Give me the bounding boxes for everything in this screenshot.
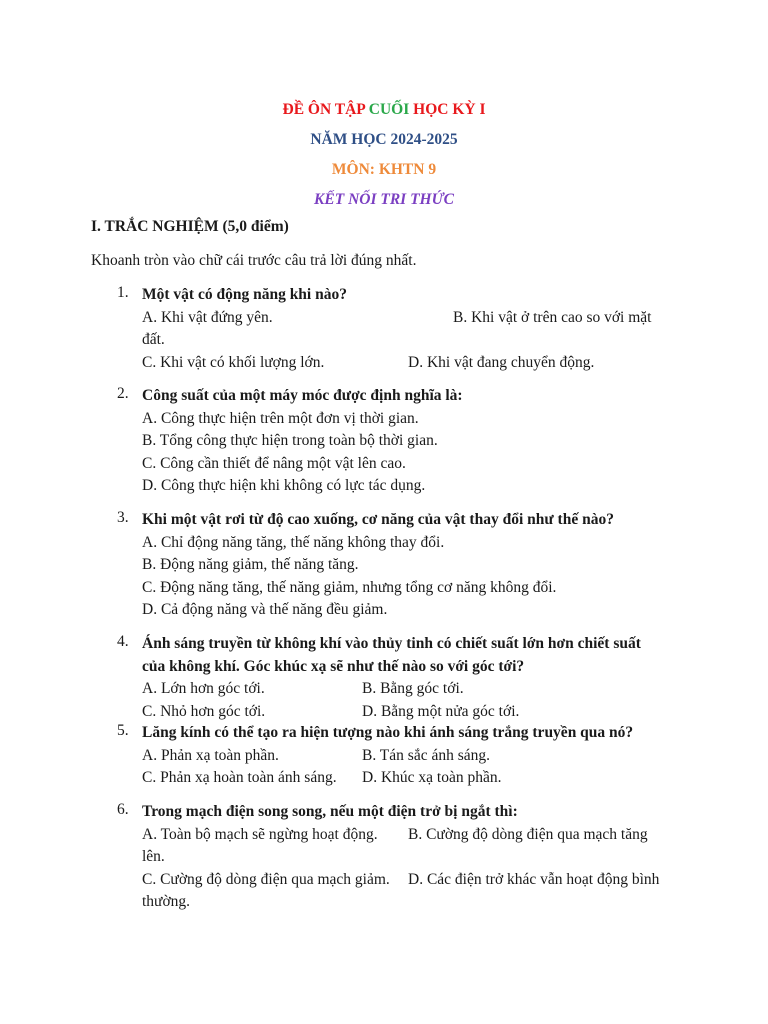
question-number: 2.	[117, 385, 129, 402]
option-c: C. Công cần thiết để nâng một vật lên cao.	[142, 454, 406, 472]
option-d: D. Bằng một nửa góc tới.	[362, 702, 520, 720]
question-number: 4.	[117, 633, 129, 650]
question-text-line-1: Ánh sáng truyền từ không khí vào thủy tinh có chiết suất lớn hơn chiết suất	[142, 635, 641, 652]
option-c: C. Khi vật có khối lượng lớn.	[142, 353, 325, 371]
question-number: 5.	[117, 722, 129, 739]
option-c: C. Phản xạ hoàn toàn ánh sáng.	[142, 769, 337, 786]
question-text: Trong mạch điện song song, nếu một điện trở bị ngắt thì:	[142, 803, 518, 820]
option-b: B. Khi vật ở trên cao so với mặt	[453, 308, 652, 326]
title-part-2: CUỐI	[368, 101, 414, 118]
question-text-line-2: của không khí. Góc khúc xạ sẽ như thế nào so với góc tới?	[142, 657, 525, 675]
section-heading: I. TRẮC NGHIỆM (5,0 điểm)	[91, 218, 289, 235]
question-number: 6.	[117, 801, 129, 818]
school-year: NĂM HỌC 2024-2025	[310, 131, 458, 148]
question-2	[117, 385, 677, 498]
option-b: B. Tổng công thực hiện trong toàn bộ thời gian.	[142, 432, 438, 449]
option-a: A. Phản xạ toàn phần.	[142, 746, 279, 764]
option-b: B. Bằng góc tới.	[362, 680, 464, 697]
question-text: Khi một vật rơi từ độ cao xuống, cơ năng của vật thay đổi như thế nào?	[142, 511, 614, 528]
question-text: Lăng kính có thể tạo ra hiện tượng nào khi ánh sáng trắng truyền qua nó?	[142, 724, 634, 741]
option-b: B. Động năng giảm, thế năng tăng.	[142, 556, 359, 573]
question-1	[117, 284, 677, 374]
question-text: Một vật có động năng khi nào?	[142, 286, 347, 303]
title-part-1: ĐỀ ÔN TẬP	[282, 101, 369, 118]
option-c: C. Động năng tăng, thế năng giảm, nhưng tổng cơ năng không đổi.	[142, 578, 557, 596]
option-a: A. Lớn hơn góc tới.	[142, 680, 265, 697]
option-b-continued: lên.	[142, 848, 165, 865]
instruction-text: Khoanh tròn vào chữ cái trước câu trả lời đúng nhất.	[91, 252, 417, 269]
question-number: 3.	[117, 509, 129, 526]
option-d-continued: thường.	[142, 893, 191, 910]
option-d: D. Khúc xạ toàn phần.	[362, 769, 502, 786]
option-a: A. Khi vật đứng yên.	[142, 308, 273, 326]
question-4	[117, 633, 677, 723]
option-d: D. Các điện trở khác vẫn hoạt động bình	[408, 870, 660, 888]
option-a: A. Chỉ động năng tăng, thế năng không thay đổi.	[142, 533, 445, 551]
option-a: A. Công thực hiện trên một đơn vị thời gian.	[142, 409, 419, 427]
option-b: B. Tán sắc ánh sáng.	[362, 746, 490, 764]
question-3	[117, 509, 677, 622]
option-b-continued: đất.	[142, 331, 165, 348]
option-b: B. Cường độ dòng điện qua mạch tăng	[408, 825, 648, 843]
title-part-3: HỌC KỲ I	[413, 101, 486, 118]
question-6	[117, 801, 677, 914]
exam-title	[0, 101, 768, 119]
option-c: C. Nhỏ hơn góc tới.	[142, 702, 266, 720]
question-number: 1.	[117, 284, 129, 301]
subject: MÔN: KHTN 9	[331, 161, 437, 178]
option-d: D. Cả động năng và thế năng đều giảm.	[142, 601, 388, 618]
question-5	[117, 722, 677, 790]
option-d: D. Khi vật đang chuyển động.	[408, 353, 595, 371]
option-a: A. Toàn bộ mạch sẽ ngừng hoạt động.	[142, 825, 378, 843]
option-c: C. Cường độ dòng điện qua mạch giảm.	[142, 870, 390, 888]
option-d: D. Công thực hiện khi không có lực tác dụng.	[142, 477, 426, 494]
textbook-series: KẾT NỐI TRI THỨC	[314, 191, 454, 208]
question-text: Công suất của một máy móc được định nghĩa là:	[142, 387, 463, 404]
